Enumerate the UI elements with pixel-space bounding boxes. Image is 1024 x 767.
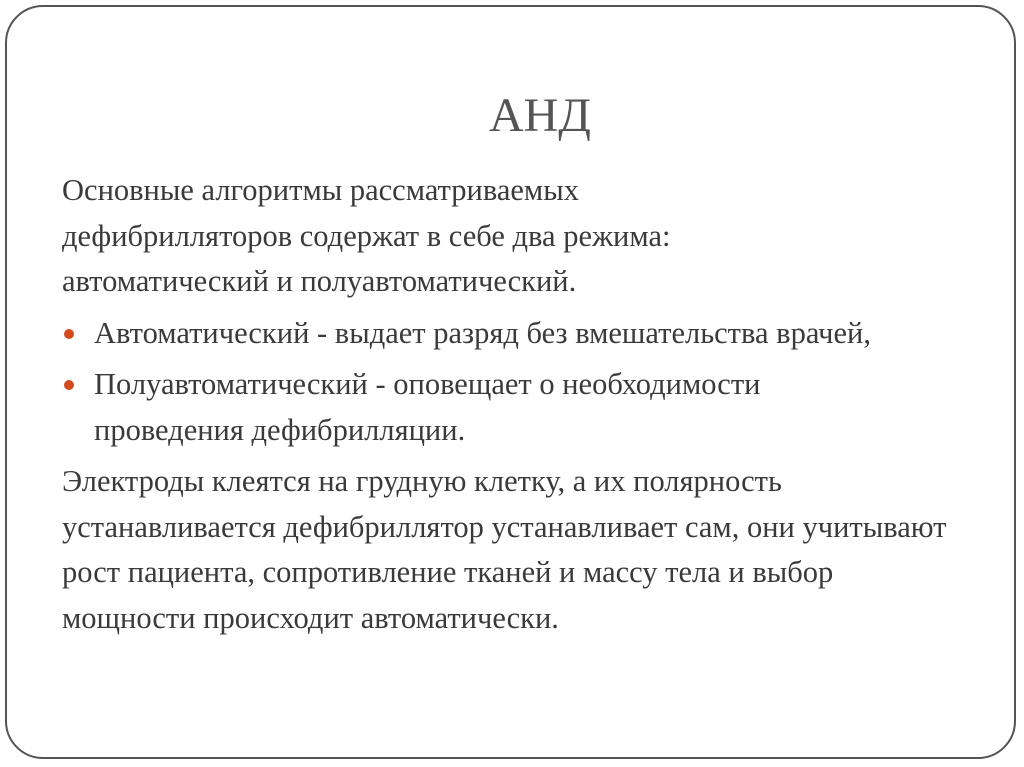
bullet-dot-icon	[64, 329, 74, 339]
closing-paragraph: Электроды клеятся на грудную клетку, а их полярность устанавливается дефибриллятор устанавливает сам, они учитывают рост пациента, сопротивление тканей и массу тела и выбор мощности происходит автоматически.	[62, 464, 947, 635]
bullet-list	[62, 311, 962, 454]
intro-paragraph: Основные алгоритмы рассматриваемых дефибрилляторов содержат в себе два режима: автоматический и полуавтоматический.	[62, 173, 671, 298]
slide-body	[62, 168, 962, 641]
bullet-item: Полуавтоматический - оповещает о необходимости проведения дефибрилляции.	[62, 362, 962, 453]
bullet-dot-icon	[64, 380, 74, 390]
bullet-item: Автоматический - выдает разряд без вмешательства врачей,	[62, 311, 962, 357]
slide-title: АНД	[488, 89, 592, 142]
